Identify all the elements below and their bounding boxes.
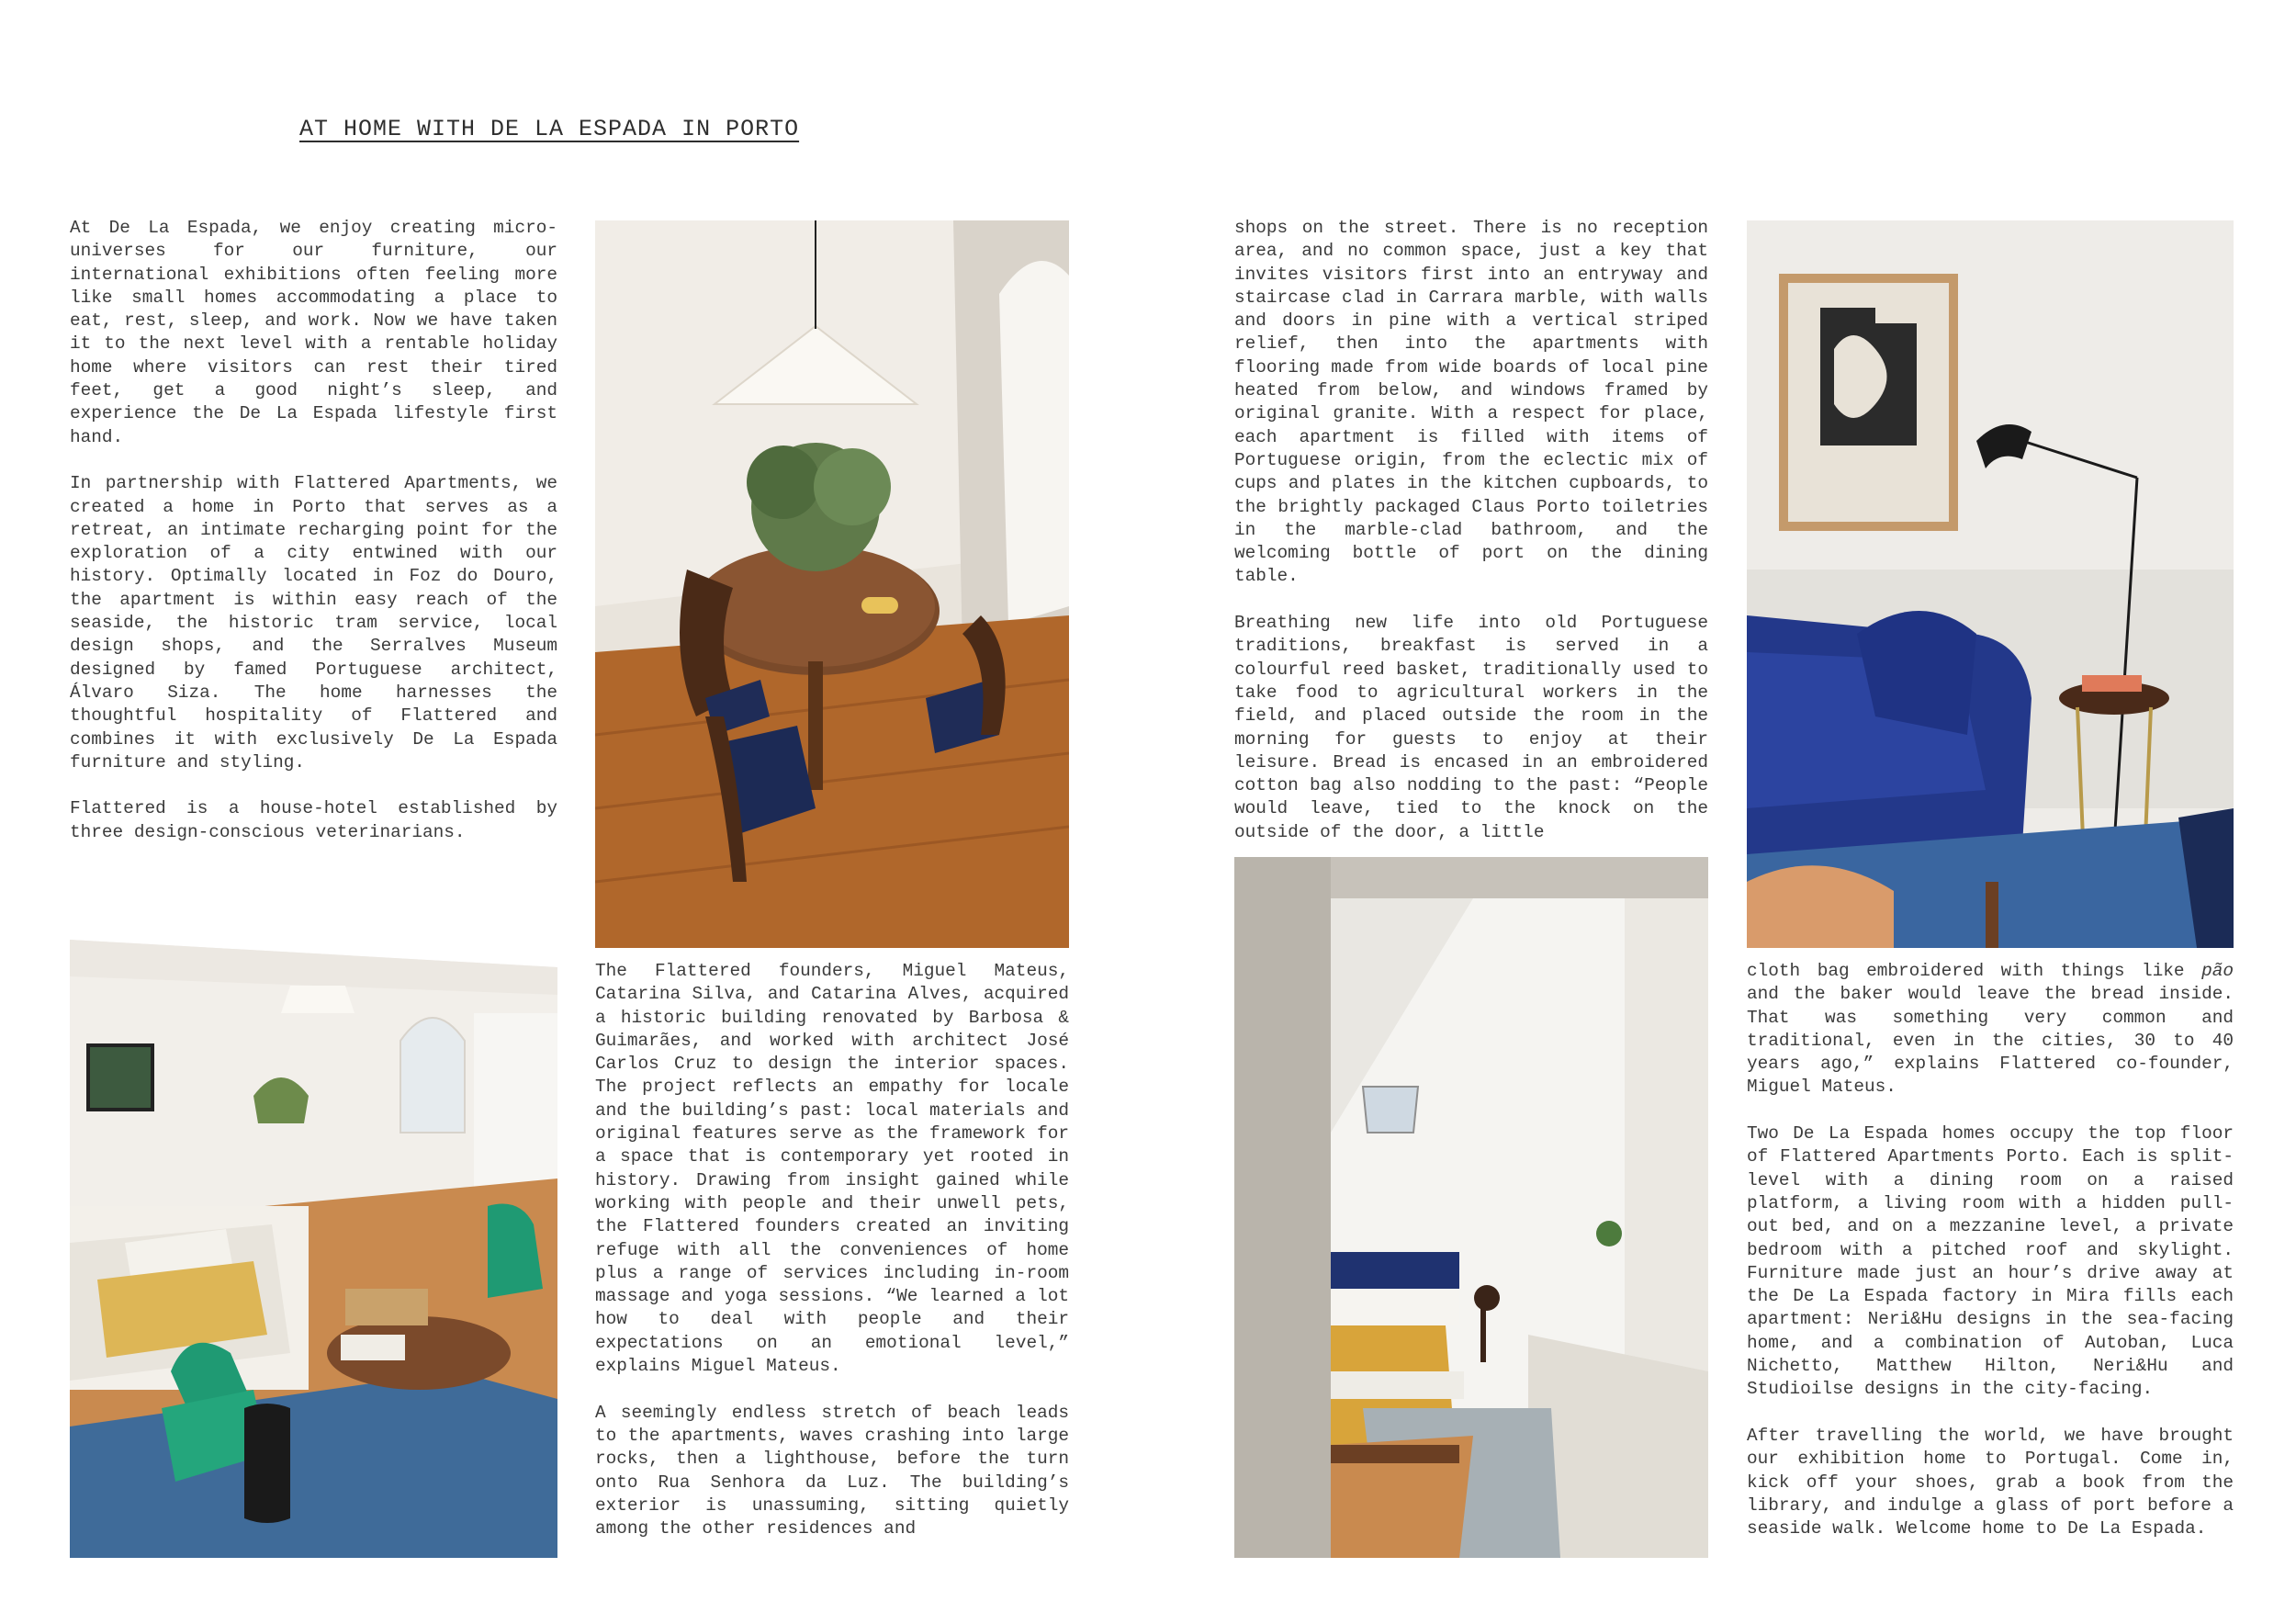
paragraph-text: cloth bag embroidered with things like <box>1747 961 2202 981</box>
paragraph: After travelling the world, we have brought our exhibition home to Portugal. Come in, kick off your shoes, grab a book from the library, and indulge a glass of port before a seaside walk. Welcome home to De La Espada. <box>1747 1425 2234 1539</box>
dining-room-photo <box>595 220 1069 948</box>
paragraph: Breathing new life into old Portuguese traditions, breakfast is served in a colourful reed basket, traditionally used to take food to agricultural workers in the field, and placed outside the room in the morning for guests to enjoy at their leisure. Bread is encased in an embroidered cotton bag also nodding to the past: “People would leave, tied to the knock on the outside of the door, a little <box>1234 613 1708 842</box>
paragraph-text: and the baker would leave the bread inside. That was something very common and traditional, even in the cities, 30 to 40 years ago,” explains Flattered co-founder, Miguel Mateus. <box>1747 984 2234 1098</box>
blue-sofa-photo <box>1747 220 2234 948</box>
paragraph: In partnership with Flattered Apartments, we created a home in Porto that serves as a retreat, an intimate recharging point for the exploration of a city entwined with our history. Optimally located in Foz do Douro, the apartment is within easy reach of the seaside, the historic tram service, local design shops, and the Serralves Museum designed by famed Portuguese architect, Álvaro Siza. The home harnesses the thoughtful hospitality of Flattered and combines it with exclusively De La Espada furniture and styling. <box>70 473 557 773</box>
italic-word: pão <box>2201 961 2234 981</box>
text-column-1 <box>70 217 557 844</box>
living-room-photo <box>70 857 557 1558</box>
paragraph: Two De La Espada homes occupy the top floor of Flattered Apartments Porto. Each is split-level with a dining room on a raised platform, a living room with a hidden pull-out bed, and on a mezzanine level, a private bedroom with a pitched roof and skylight. Furniture made just an hour’s drive away at the De La Espada factory in Mira fills each apartment: Neri&Hu designs in the sea-facing home, and a combination of Autoban, Luca Nichetto, Matthew Hilton, Neri&Hu and Studioilse designs in the city-facing. <box>1747 1123 2234 1400</box>
paragraph <box>1747 960 2234 1100</box>
paragraph: A seemingly endless stretch of beach leads to the apartments, waves crashing into large rocks, then a lighthouse, before the turn onto Rua Senhora da Luz. The building’s exterior is unassuming, sitting quietly among the other residences and <box>595 1402 1069 1539</box>
text-column-4 <box>1747 960 2234 1540</box>
paragraph: The Flattered founders, Miguel Mateus, Catarina Silva, and Catarina Alves, acquired a historic building renovated by Barbosa & Guimarães, and worked with architect José Carlos Cruz to design the interior spaces. The project reflects an empathy for locale and the building’s past: local materials and original features serve as the framework for a space that is contemporary yet rooted in history. Drawing from insight gained while working with people and their unwell pets, the Flattered founders created an inviting refuge with all the conveniences of home plus a range of services including in-room massage and yoga sessions. “We learned a lot how to deal with people and their expectations on an emotional level,” explains Miguel Mateus. <box>595 961 1069 1377</box>
paragraph: At De La Espada, we enjoy creating micro-universes for our furniture, our international exhibitions often feeling more like small homes accommodating a place to eat, rest, sleep, and work. Now we have taken it to the next level with a rentable holiday home where visitors can rest their tired feet, get a good night’s sleep, and experience the De La Espada lifestyle first hand. <box>70 218 557 447</box>
paragraph: Flattered is a house-hotel established by three design-conscious veterinarians. <box>70 798 557 842</box>
text-column-2 <box>595 960 1069 1540</box>
page-title: AT HOME WITH DE LA ESPADA IN PORTO <box>299 116 800 142</box>
text-column-3 <box>1234 217 1708 844</box>
bedroom-photo <box>1234 857 1708 1558</box>
paragraph: shops on the street. There is no reception area, and no common space, just a key that invites visitors first into an entryway and staircase clad in Carrara marble, with walls and doors in pine with a vertical striped relief, then into the apartments with flooring made from wide boards of local pine heated from below, and windows framed by original granite. With a respect for place, each apartment is filled with items of Portuguese origin, from the eclectic mix of cups and plates in the kitchen cupboards, to the brightly packaged Claus Porto toiletries in the marble-clad bathroom, and the welcoming bottle of port on the dining table. <box>1234 218 1708 587</box>
